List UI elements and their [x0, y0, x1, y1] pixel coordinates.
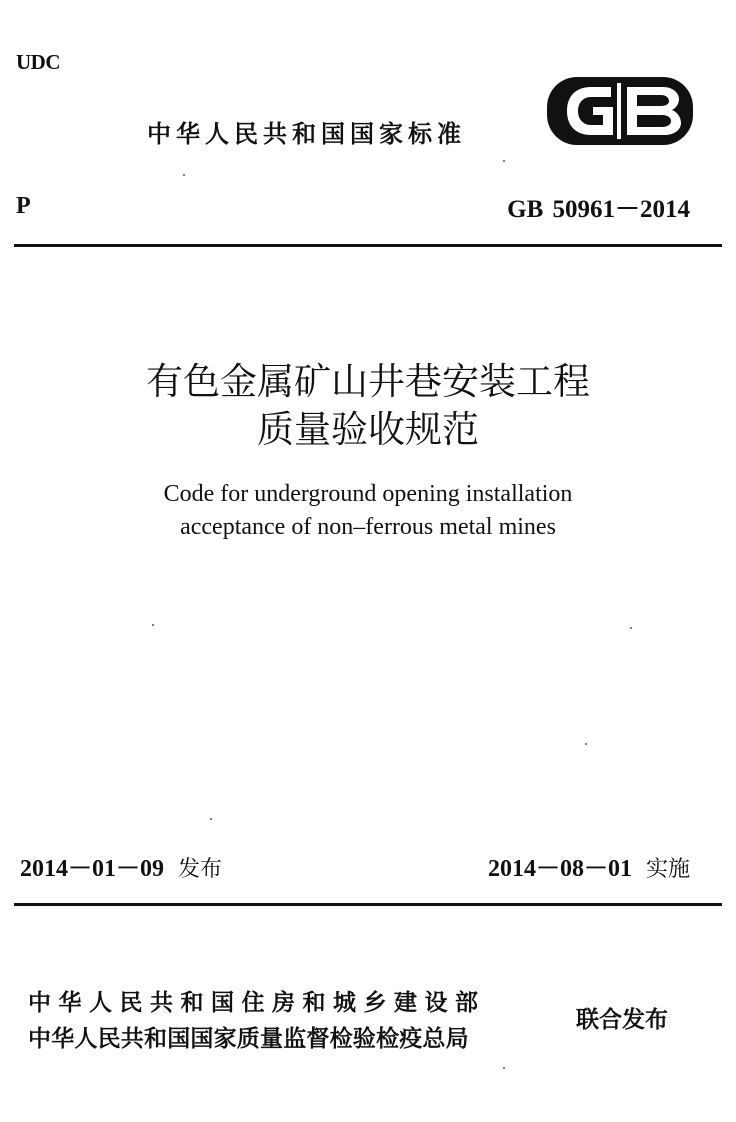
top-divider	[14, 244, 722, 247]
issue-date	[20, 848, 222, 883]
scan-speck	[585, 743, 587, 745]
implementation-date	[488, 848, 690, 883]
joint-release-label: 联合发布	[576, 1007, 668, 1033]
gb-logo-icon	[545, 75, 695, 147]
implementation-date-label: 实施	[645, 857, 690, 882]
national-standard-heading: 中华人民共和国国家标准	[147, 120, 466, 148]
issue-date-label: 发布	[178, 857, 223, 882]
issue-date-value: 2014－01－09	[20, 856, 164, 882]
title-english	[0, 478, 736, 544]
publisher-aqsiq: 中华人民共和国国家质量监督检验检疫总局	[28, 1026, 469, 1052]
title-english-line-1: Code for underground opening installation	[163, 481, 573, 507]
scan-speck	[630, 627, 632, 629]
title-chinese	[0, 358, 736, 454]
title-chinese-line-2: 质量验收规范	[257, 408, 479, 451]
scan-speck	[183, 174, 185, 176]
scan-speck	[152, 624, 154, 626]
publisher-ministry-housing: 中华人民共和国住房和城乡建设部	[28, 990, 486, 1016]
standard-number: GB 50961－2014	[507, 196, 690, 223]
udc-label: UDC	[16, 50, 60, 74]
scan-speck	[210, 818, 212, 820]
title-english-line-2: acceptance of non–ferrous metal mines	[180, 514, 556, 540]
scan-speck	[503, 1067, 505, 1069]
implementation-date-value: 2014－08－01	[487, 856, 632, 882]
title-chinese-line-1: 有色金属矿山井巷安装工程	[146, 360, 590, 403]
scan-speck	[503, 160, 505, 162]
category-code: P	[16, 193, 31, 219]
bottom-divider	[14, 903, 722, 906]
